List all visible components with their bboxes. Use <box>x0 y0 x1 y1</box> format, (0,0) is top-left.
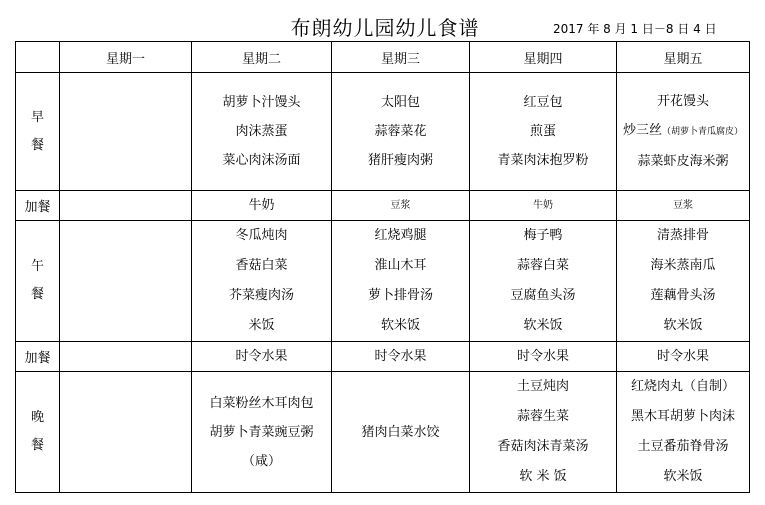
dinner-row <box>16 372 750 493</box>
menu-item-note: （胡萝卜青瓜腐皮） <box>662 127 744 137</box>
menu-item: 蒜菜虾皮海米粥 <box>637 154 729 169</box>
lunch-thursday <box>470 221 617 342</box>
snack1-row <box>16 191 750 221</box>
header-monday: 星期一 <box>60 42 192 73</box>
menu-item: 蒜蓉生菜 <box>516 409 569 424</box>
dinner-tuesday <box>192 372 332 493</box>
lunch-label-2: 餐 <box>30 287 44 302</box>
header-tuesday: 星期二 <box>192 42 332 73</box>
lunch-tuesday <box>192 221 332 342</box>
lunch-friday <box>617 221 750 342</box>
menu-item: 淮山木耳 <box>374 258 427 273</box>
breakfast-monday <box>60 73 192 191</box>
menu-item: 香菇白菜 <box>235 258 288 273</box>
breakfast-thursday <box>470 73 617 191</box>
snack1-tuesday: 牛奶 <box>192 191 332 221</box>
menu-item-with-note <box>617 116 749 147</box>
header-wednesday: 星期三 <box>332 42 470 73</box>
menu-item: 红烧肉丸（自制） <box>630 379 735 394</box>
menu-item: 蒜蓉菜花 <box>374 124 427 139</box>
dinner-wednesday <box>332 372 470 493</box>
dinner-label <box>16 372 60 493</box>
menu-item: 海米蒸南瓜 <box>650 258 716 273</box>
menu-item: 红豆包 <box>523 95 563 110</box>
menu-item: 土豆炖肉 <box>516 379 569 394</box>
header-row <box>16 42 750 73</box>
snack1-label: 加餐 <box>16 191 60 221</box>
menu-item: 开花馒头 <box>656 94 709 109</box>
header-thursday: 星期四 <box>470 42 617 73</box>
breakfast-friday <box>617 73 750 191</box>
breakfast-row <box>16 73 750 191</box>
menu-item: 软米饭 <box>523 318 563 333</box>
dinner-label-2: 餐 <box>30 438 44 453</box>
snack1-friday: 豆浆 <box>617 191 750 221</box>
menu-item: 软米饭 <box>663 318 703 333</box>
menu-item: 胡萝卜汁馒头 <box>222 95 301 110</box>
lunch-label-1: 午 <box>30 259 44 274</box>
menu-item: 菜心肉沫汤面 <box>222 153 301 168</box>
menu-item: 软 米 饭 <box>519 469 567 484</box>
lunch-wednesday <box>332 221 470 342</box>
lunch-row <box>16 221 750 342</box>
header-corner <box>16 42 60 73</box>
menu-item: 香菇肉沫青菜汤 <box>497 439 589 454</box>
menu-item: 梅子鸭 <box>523 228 563 243</box>
menu-item: 软米饭 <box>380 318 420 333</box>
menu-item: 土豆番茄脊骨汤 <box>637 439 729 454</box>
menu-item: 莲藕骨头汤 <box>650 288 716 303</box>
breakfast-label-2: 餐 <box>30 137 44 153</box>
breakfast-label-1: 早 <box>30 109 44 125</box>
menu-item: 胡萝卜青菜豌豆粥 <box>209 424 314 440</box>
snack2-thursday: 时令水果 <box>470 342 617 372</box>
menu-item: 清蒸排骨 <box>656 228 709 243</box>
menu-item: 蒜蓉白菜 <box>516 258 569 273</box>
menu-item: 太阳包 <box>380 95 420 110</box>
menu-item: （咸） <box>241 453 281 469</box>
snack2-label: 加餐 <box>16 342 60 372</box>
lunch-label <box>16 221 60 342</box>
page-title: 布朗幼儿园幼儿食谱 <box>290 16 480 40</box>
header-friday: 星期五 <box>617 42 750 73</box>
menu-item: 红烧鸡腿 <box>374 228 427 243</box>
menu-item: 炒三丝 <box>622 123 662 138</box>
date-range: 2017 年 8 月 1 日－8 日 4 日 <box>553 22 717 36</box>
menu-item: 软米饭 <box>663 469 703 484</box>
menu-item: 煎蛋 <box>529 124 556 139</box>
breakfast-wednesday <box>332 73 470 191</box>
menu-item: 猪肉白菜水饺 <box>361 424 440 440</box>
dinner-thursday <box>470 372 617 493</box>
menu-item: 米饭 <box>248 318 275 333</box>
snack1-monday <box>60 191 192 221</box>
snack2-row <box>16 342 750 372</box>
snack2-wednesday: 时令水果 <box>332 342 470 372</box>
menu-item: 萝卜排骨汤 <box>367 288 433 303</box>
menu-item: 黑木耳胡萝卜肉沫 <box>630 409 735 424</box>
snack2-friday: 时令水果 <box>617 342 750 372</box>
menu-item: 猪肝瘦肉粥 <box>367 153 433 168</box>
snack1-wednesday: 豆浆 <box>332 191 470 221</box>
lunch-monday <box>60 221 192 342</box>
breakfast-label <box>16 73 60 191</box>
menu-item: 冬瓜炖肉 <box>235 228 288 243</box>
dinner-label-1: 晚 <box>30 410 44 425</box>
menu-item: 白菜粉丝木耳肉包 <box>209 395 314 411</box>
snack1-thursday: 牛奶 <box>470 191 617 221</box>
dinner-monday <box>60 372 192 493</box>
snack2-monday <box>60 342 192 372</box>
dinner-friday <box>617 372 750 493</box>
snack2-tuesday: 时令水果 <box>192 342 332 372</box>
menu-table <box>15 41 750 493</box>
menu-item: 豆腐鱼头汤 <box>510 288 576 303</box>
menu-item: 芥菜瘦肉汤 <box>228 288 294 303</box>
menu-item: 肉沫蒸蛋 <box>235 124 288 139</box>
menu-item: 青菜肉沫抱罗粉 <box>497 153 589 168</box>
breakfast-tuesday <box>192 73 332 191</box>
